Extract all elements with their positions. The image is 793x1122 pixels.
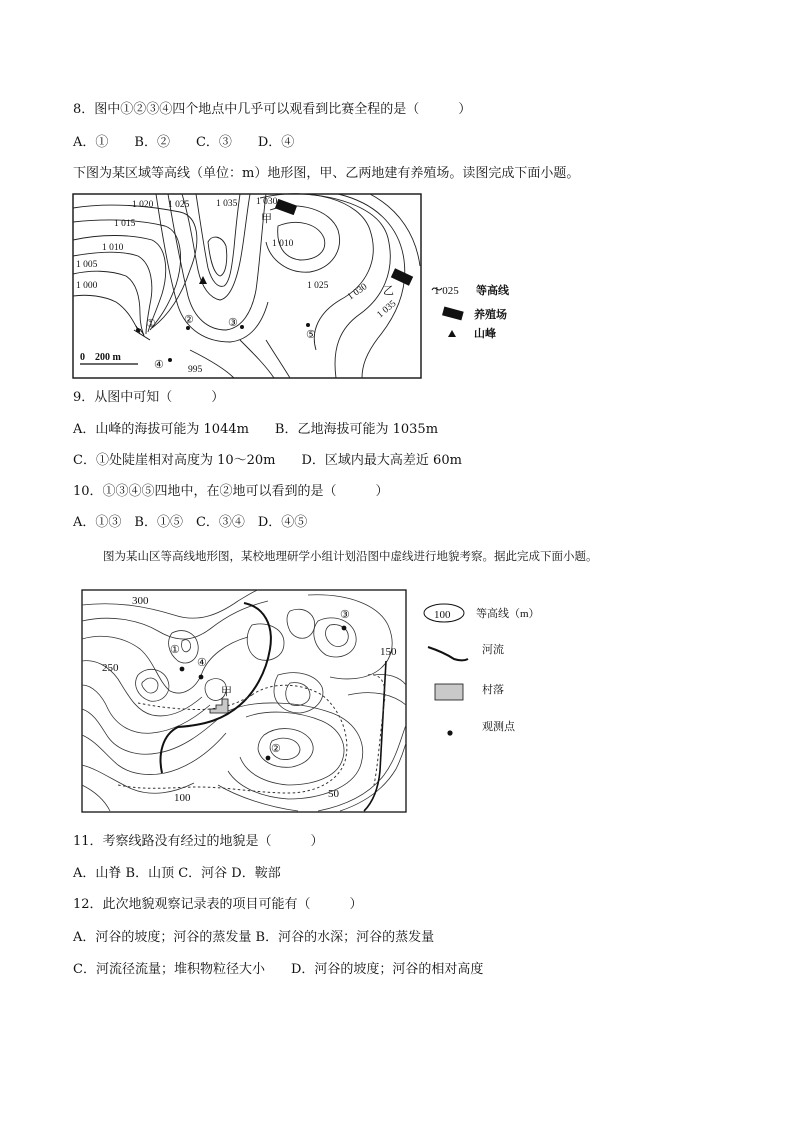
question-10-options: A．①③ B．①⑤ C．③④ D．④⑤ (73, 515, 308, 530)
legend-obs-icon (447, 730, 452, 735)
intro-map1: 下图为某区域等高线（单位：m）地形图，甲、乙两地建有养殖场。读图完成下面小题。 (73, 166, 580, 181)
question-10-stem: 10．①③④⑤四地中，在②地可以看到的是（ ） (73, 484, 389, 499)
point-1 (136, 328, 140, 332)
contour-label: 300 (132, 595, 149, 607)
contour-map-2 (78, 585, 558, 817)
legend-village-icon (435, 684, 463, 700)
scale-label: 0 200 m (80, 352, 121, 363)
legend-farm-label: 养殖场 (474, 309, 507, 321)
village-label: 甲 (221, 686, 232, 698)
legend-village-label: 村落 (482, 684, 504, 696)
place-jia-label: 甲 (261, 213, 272, 225)
contour-label: 150 (380, 646, 397, 658)
legend-contour-value: 100 (434, 609, 451, 621)
farm-jia (275, 199, 297, 215)
contour-label: 995 (188, 365, 203, 375)
contour-label: 1 000 (76, 281, 98, 291)
legend-farm-icon (442, 307, 464, 321)
contour-label: 250 (102, 662, 119, 674)
question-12-options-ab: A．河谷的坡度；河谷的蒸发量 B．河谷的水深；河谷的蒸发量 (73, 930, 435, 945)
point-label: ② (184, 314, 194, 326)
point-label: ① (170, 644, 180, 656)
question-9-options-cd: C．①处陡崖相对高度为 10～20m D．区域内最大高差近 60m (73, 453, 462, 468)
point-5 (306, 323, 310, 327)
legend-contour-value: 1 025 (434, 285, 459, 297)
place-yi-label: 乙 (383, 285, 394, 297)
river-east (364, 661, 386, 811)
legend-contour-label: 等高线（m） (476, 608, 540, 620)
point-2 (186, 326, 190, 330)
village-jia (210, 699, 228, 713)
question-9-stem: 9．从图中可知（ ） (73, 390, 225, 405)
contour-label: 1 020 (132, 200, 154, 210)
point-label: ④ (197, 657, 207, 669)
contour-label: 50 (328, 788, 339, 800)
legend-peak-icon (448, 330, 456, 337)
question-11-options: A．山脊 B．山顶 C．河谷 D．鞍部 (73, 866, 281, 881)
question-12-stem: 12．此次地貌观察记录表的项目可能有（ ） (73, 897, 363, 912)
point-label: ① (146, 318, 156, 330)
intro-map2: 图为某山区等高线地形图，某校地理研学小组计划沿图中虚线进行地貌考察。据此完成下面小题。 (103, 549, 598, 563)
point-3 (240, 325, 244, 329)
contour-label: 1 030 (256, 197, 278, 207)
contour-label: 1 035 (375, 298, 399, 321)
point-label: ⑤ (306, 329, 316, 341)
legend-contour-label: 等高线 (476, 285, 509, 297)
point-label: ③ (228, 317, 238, 329)
contour-label: 1 010 (102, 243, 124, 253)
contour-label: 1 005 (76, 260, 98, 270)
contour-label: 1 035 (216, 199, 238, 209)
contour-label: 1 025 (168, 200, 190, 210)
legend-river-icon (428, 647, 468, 661)
point-4 (168, 358, 172, 362)
obs-point-1 (180, 667, 185, 672)
contour-map-1 (70, 190, 530, 382)
contour-label: 100 (174, 792, 191, 804)
contour-label: 1 030 (345, 282, 370, 303)
question-11-stem: 11．考察线路没有经过的地貌是（ ） (73, 834, 324, 849)
obs-point-2 (266, 756, 271, 761)
farm-yi (391, 268, 413, 286)
contour-label: 1 015 (114, 219, 136, 229)
question-9-options-ab: A．山峰的海拔可能为 1044m B．乙地海拔可能为 1035m (73, 422, 439, 437)
legend-peak-label: 山峰 (474, 328, 496, 340)
point-label: ② (271, 743, 281, 755)
point-label: ④ (154, 359, 164, 371)
legend-river-label: 河流 (482, 644, 504, 656)
contour-label: 1 025 (307, 281, 329, 291)
obs-point-3 (342, 626, 347, 631)
contour-label: 1 010 (272, 239, 294, 249)
obs-point-4 (199, 675, 204, 680)
legend-obs-label: 观测点 (482, 721, 515, 733)
question-8-stem: 8．图中①②③④四个地点中几乎可以观看到比赛全程的是（ ） (73, 102, 472, 117)
question-12-options-cd: C．河流径流量；堆积物粒径大小 D．河谷的坡度；河谷的相对高度 (73, 962, 484, 977)
question-8-options: A．① B．② C．③ D．④ (73, 135, 295, 150)
point-label: ③ (340, 609, 350, 621)
